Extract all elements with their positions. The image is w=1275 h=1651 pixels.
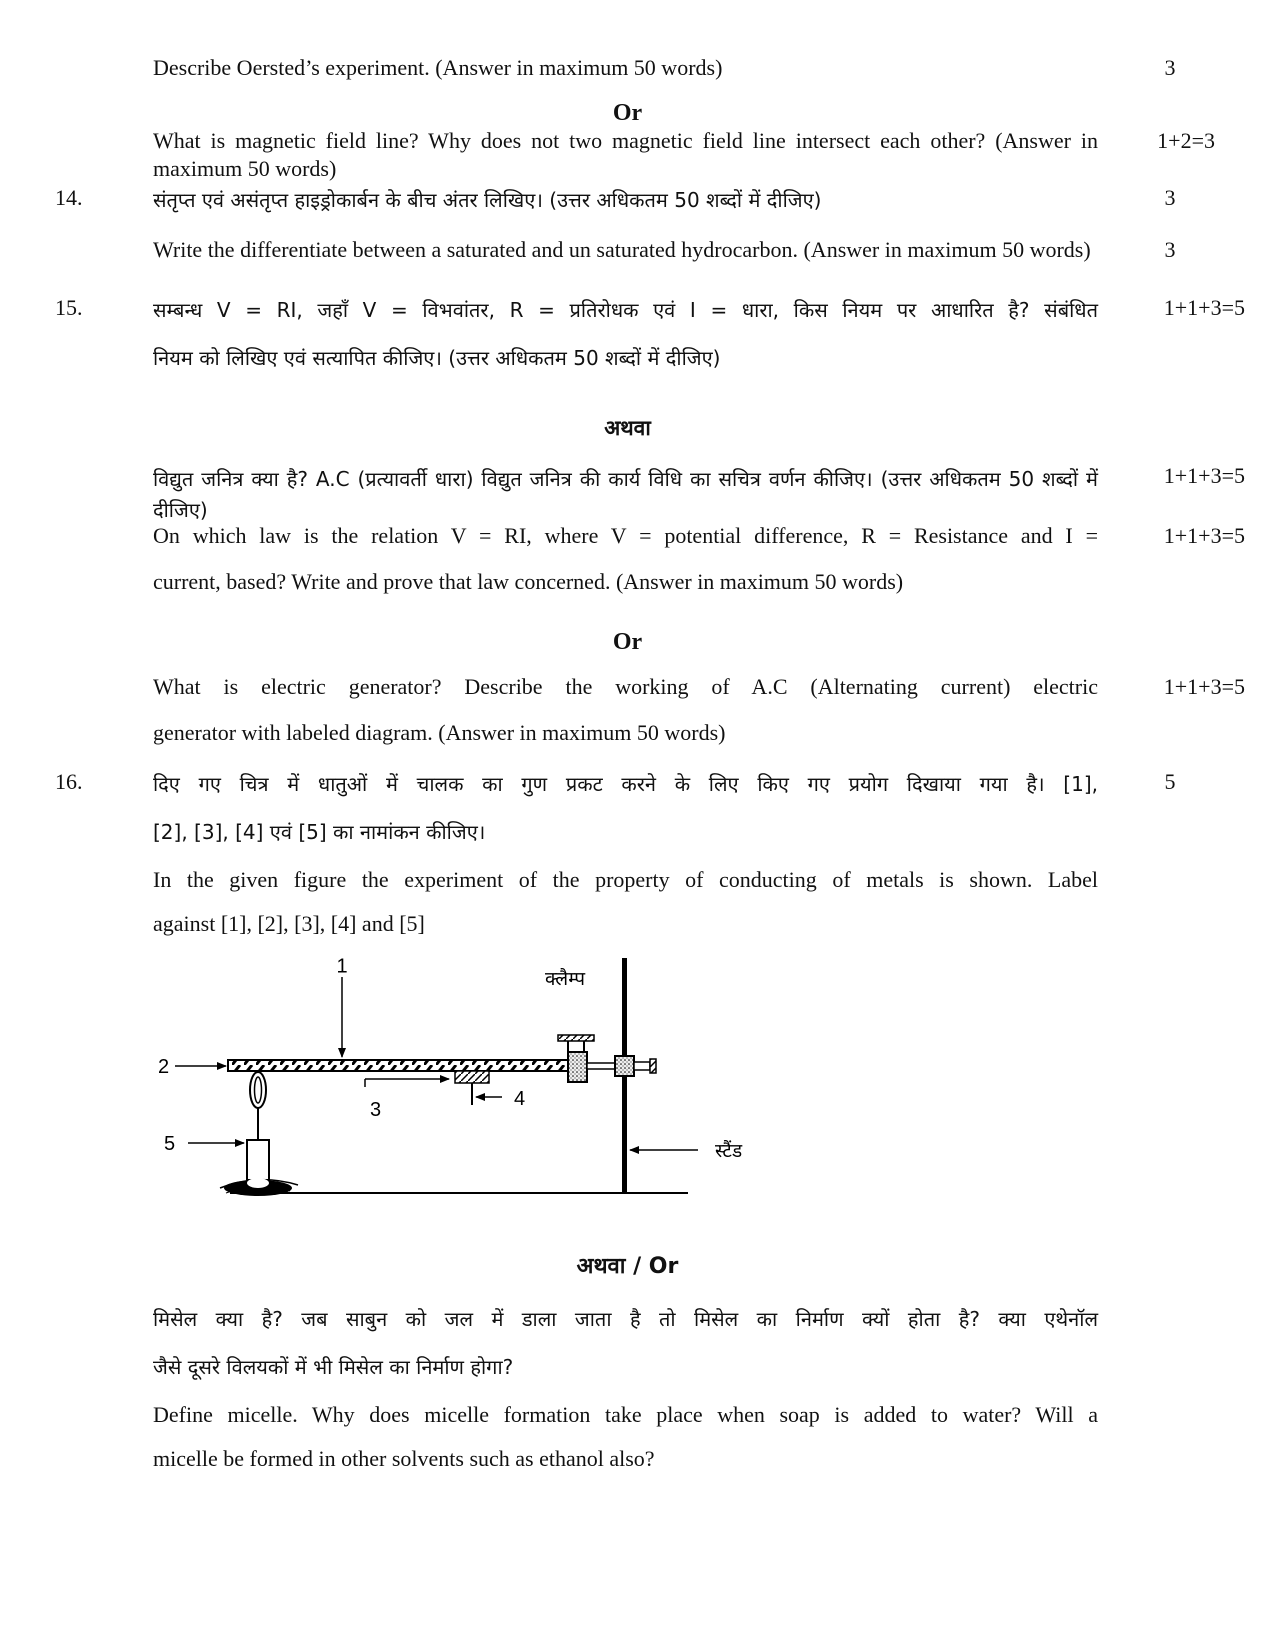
q15-alt-english-marks: 1+1+3=5: [1163, 674, 1245, 699]
q13-alt-text: What is magnetic field line? Why does not two magnetic field line intersect each other? (Answer in maximum 50 words): [153, 128, 1098, 181]
question-number: 14.: [55, 185, 83, 210]
label-5: 5: [164, 1133, 176, 1155]
conduction-experiment-figure: [160, 955, 820, 1220]
label-4: 4: [514, 1088, 526, 1110]
q16-hindi-line2: [2], [3], [4] एवं [5] का नामांकन कीजिए।: [153, 820, 486, 844]
or-heading: Or: [612, 100, 643, 126]
q15-english-marks: 1+1+3=5: [1163, 523, 1245, 548]
q16-alt-hindi-line1: मिसेल क्या है? जब साबुन को जल में डाला जाता है तो मिसेल का निर्माण क्यों होता है? क्या एथेनॉल: [153, 1307, 1098, 1331]
burner-tube: [247, 1140, 269, 1180]
q13-marks: 3: [1164, 55, 1176, 80]
or-heading-hindi: अथवा: [604, 416, 651, 440]
q15-alt-english-line1: What is electric generator? Describe the working of A.C (Alternating current) electric: [153, 674, 1098, 699]
question-number: 15.: [55, 295, 83, 320]
q13-text: Describe Oersted’s experiment. (Answer in maximum 50 words): [153, 55, 723, 80]
q15-english-line1: On which law is the relation V = RI, where V = potential difference, R = Resistance and I =: [153, 523, 1098, 548]
or-heading: Or: [612, 629, 643, 655]
q15-hindi-marks: 1+1+3=5: [1163, 295, 1245, 320]
q15-alt-hindi-marks: 1+1+3=5: [1163, 463, 1245, 488]
q14-english-marks: 3: [1164, 237, 1176, 262]
q14-english-text: Write the differentiate between a saturated and un saturated hydrocarbon. (Answer in maximum 50 words): [153, 237, 1091, 262]
q15-hindi-line2: नियम को लिखिए एवं सत्यापित कीजिए। (उत्तर अधिकतम 50 शब्दों में दीजिए): [153, 346, 721, 370]
label-clamp: क्लैम्प: [544, 968, 586, 990]
label-3: 3: [370, 1099, 382, 1121]
label-1: 1: [336, 955, 348, 978]
label-2: 2: [158, 1056, 170, 1078]
q16-alt-hindi-line2: जैसे दूसरे विलयकों में भी मिसेल का निर्माण होगा?: [153, 1355, 514, 1379]
or-heading-bilingual: अथवा / Or: [576, 1254, 679, 1279]
q16-english-line2: against [1], [2], [3], [4] and [5]: [153, 911, 425, 936]
label-stand: स्टैंड: [715, 1140, 743, 1162]
q16-alt-english-line1: Define micelle. Why does micelle formation take place when soap is added to water? Will a: [153, 1402, 1098, 1427]
q16-marks: 5: [1164, 769, 1176, 794]
q15-hindi-line1: सम्बन्ध V = RI, जहाँ V = विभवांतर, R = प्रतिरोधक एवं I = धारा, किस नियम पर आधारित है? संबंधित: [153, 298, 1098, 322]
q15-english-line2: current, based? Write and prove that law concerned. (Answer in maximum 50 words): [153, 569, 904, 594]
q16-hindi-line1: दिए गए चित्र में धातुओं में चालक का गुण प्रकट करने के लिए किए गए प्रयोग दिखाया गया है। [1],: [153, 772, 1098, 796]
q14-hindi-marks: 3: [1164, 185, 1176, 210]
q14-hindi-text: संतृप्त एवं असंतृप्त हाइड्रोकार्बन के बीच अंतर लिखिए। (उत्तर अधिकतम 50 शब्दों में दीजिए): [153, 188, 822, 212]
clamp-screw-top: [558, 1035, 594, 1041]
clamp-block: [568, 1052, 587, 1082]
q16-alt-english-line2: micelle be formed in other solvents such as ethanol also?: [153, 1446, 655, 1471]
q13-alt-marks: 1+2=3: [1157, 128, 1215, 153]
question-number: 16.: [55, 769, 83, 794]
wax-pin: [455, 1071, 489, 1083]
q16-english-line1: In the given figure the experiment of the property of conducting of metals is shown. Label: [153, 867, 1098, 892]
boss-head: [615, 1056, 634, 1076]
q15-alt-english-line2: generator with labeled diagram. (Answer in maximum 50 words): [153, 720, 726, 745]
q15-alt-hindi-text: विद्युत जनित्र क्या है? A.C (प्रत्यावर्ती धारा) विद्युत जनित्र की कार्य विधि का सचित्र वर्णन कीजिए। (उत्तर अधिकतम 50 शब्दों में दीजिए): [153, 467, 1098, 522]
metal-rod: [228, 1060, 574, 1071]
